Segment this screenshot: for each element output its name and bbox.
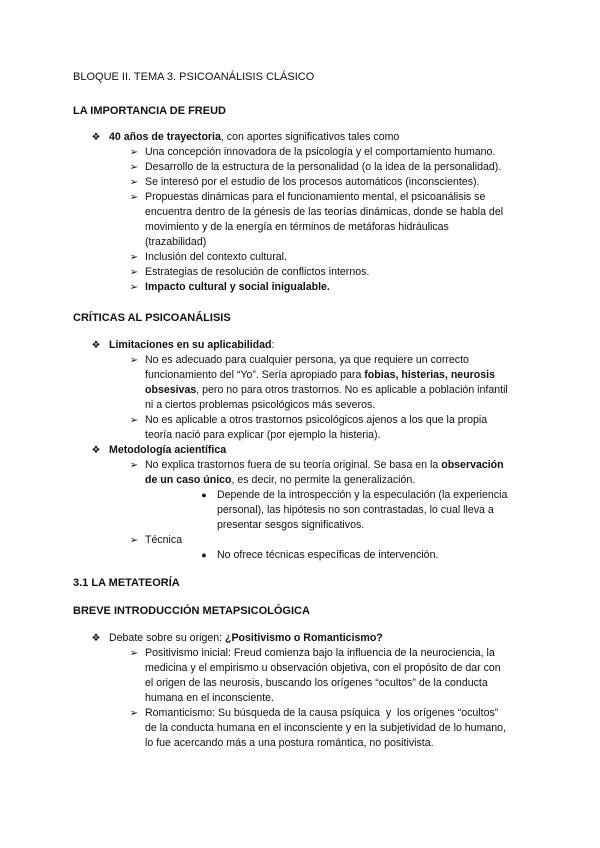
list-item: Propuestas dinámicas para el funcionamiento mental, el psicoanálisis se xyxy=(145,191,486,203)
list-item: No es aplicable a otros trastornos psicológicos ajenos a los que la propia xyxy=(145,414,488,426)
text: Debate sobre su origen: xyxy=(109,632,226,644)
diamond-bullet-icon: ❖ xyxy=(91,445,101,456)
arrow-bullet-icon: ➢ xyxy=(129,147,139,158)
list-item: No es adecuado para cualquier persona, ya que requiere un correcto xyxy=(145,354,469,366)
arrow-bullet-icon: ➢ xyxy=(129,267,139,278)
bullet-limitaciones xyxy=(109,338,274,353)
dot-bullet-icon: ● xyxy=(201,490,207,500)
list-item: Desarrollo de la estructura de la personalidad (o la idea de la personalidad). xyxy=(145,161,502,173)
list-item-continued: movimiento y de la energía en términos de metáforas hidráulicas xyxy=(145,221,449,233)
arrow-bullet-icon: ➢ xyxy=(129,708,139,719)
list-item: Estrategias de resolución de conflictos internos. xyxy=(145,266,370,278)
bold-text: observación xyxy=(441,459,504,471)
list-item-continued: de la conducta humana en el inconsciente y en la subjetividad de lo humano, xyxy=(145,722,507,734)
list-item-continued: (trazabilidad) xyxy=(145,236,207,248)
list-item-continued: ni a ciertos problemas psicológicos más severos. xyxy=(145,399,376,411)
list-item: Técnica xyxy=(145,534,183,546)
arrow-bullet-icon: ➢ xyxy=(129,282,139,293)
text: No explica trastornos fuera de su teoría original. Se basa en la xyxy=(145,459,442,471)
list-item-continued: teoría nació para explicar (por ejemplo la histeria). xyxy=(145,429,381,441)
text: , es decir, no permite la generalización. xyxy=(231,474,416,486)
arrow-bullet-icon: ➢ xyxy=(129,355,139,366)
arrow-bullet-icon: ➢ xyxy=(129,535,139,546)
list-item: Romanticismo: Su búsqueda de la causa psíquica y los orígenes “ocultos” xyxy=(145,707,499,719)
bold-text: 40 años de trayectoria xyxy=(109,131,221,143)
list-item-continued: humana en el inconsciente. xyxy=(145,692,274,704)
list-item: Impacto cultural y social inigualable. xyxy=(145,281,330,293)
section-heading-criticas: CRÍTICAS AL PSICOANÁLISIS xyxy=(73,312,231,324)
arrow-bullet-icon: ➢ xyxy=(129,162,139,173)
list-item-continued xyxy=(145,368,495,383)
list-item-continued xyxy=(145,383,508,398)
list-item: Positivismo inicial: Freud comienza bajo la influencia de la neurociencia, la xyxy=(145,647,495,659)
document-title: BLOQUE II. TEMA 3. PSICOANÁLISIS CLÁSICO xyxy=(73,71,315,83)
list-item xyxy=(145,458,504,473)
text: funcionamiento del “Yo”. Sería apropiado para xyxy=(145,369,365,381)
section-heading-metateoria: 3.1 LA METATEORÍA xyxy=(73,577,180,589)
bullet-debate xyxy=(109,631,383,646)
arrow-bullet-icon: ➢ xyxy=(129,177,139,188)
bold-text: obsesivas xyxy=(145,384,197,396)
diamond-bullet-icon: ❖ xyxy=(91,132,101,143)
sub-list-item-continued: personal), las hipótesis no son contrastadas, lo cual lleva a xyxy=(217,504,494,516)
list-item-continued: el origen de las neurosis, buscando los orígenes “ocultos” de la conducta xyxy=(145,677,488,689)
diamond-bullet-icon: ❖ xyxy=(91,633,101,644)
section-heading-importancia: LA IMPORTANCIA DE FREUD xyxy=(73,105,226,117)
arrow-bullet-icon: ➢ xyxy=(129,415,139,426)
list-item: Una concepción innovadora de la psicología y el comportamiento humano. xyxy=(145,146,496,158)
arrow-bullet-icon: ➢ xyxy=(129,252,139,263)
arrow-bullet-icon: ➢ xyxy=(129,460,139,471)
bullet-metodologia: Metodología acientífica xyxy=(109,444,227,456)
dot-bullet-icon: ● xyxy=(201,550,207,560)
text: : xyxy=(271,339,275,351)
diamond-bullet-icon: ❖ xyxy=(91,340,101,351)
bullet-trayectoria xyxy=(109,130,399,145)
list-item-continued: encuentra dentro de la génesis de las teorías dinámicas, donde se habla del xyxy=(145,206,504,218)
list-item-continued xyxy=(145,473,415,488)
bold-text: Limitaciones en su aplicabilidad xyxy=(109,339,272,351)
bold-text: ¿Positivismo o Romanticismo? xyxy=(225,632,383,644)
list-item: Inclusión del contexto cultural. xyxy=(145,251,287,263)
sub-list-item: No ofrece técnicas específicas de intervención. xyxy=(217,549,439,561)
text: , pero no para otros trastornos. No es aplicable a población infantil xyxy=(196,384,508,396)
bold-text: fobias, histerias, neurosis xyxy=(364,369,495,381)
list-item-continued: lo fue acercando más a una postura romántica, no positivista. xyxy=(145,737,434,749)
arrow-bullet-icon: ➢ xyxy=(129,192,139,203)
text: , con aportes significativos tales como xyxy=(220,131,400,143)
section-subheading-metapsicologica: BREVE INTRODUCCIÓN METAPSICOLÓGICA xyxy=(73,605,310,617)
bold-text: de un caso único xyxy=(145,474,232,486)
arrow-bullet-icon: ➢ xyxy=(129,648,139,659)
list-item-continued: medicina y el empirismo u observación objetiva, con el propósito de dar con xyxy=(145,662,501,674)
sub-list-item-continued: presentar sesgos significativos. xyxy=(217,519,365,531)
sub-list-item: Depende de la introspección y la especulación (la experiencia xyxy=(217,489,508,501)
list-item: Se interesó por el estudio de los procesos automáticos (inconscientes). xyxy=(145,176,480,188)
